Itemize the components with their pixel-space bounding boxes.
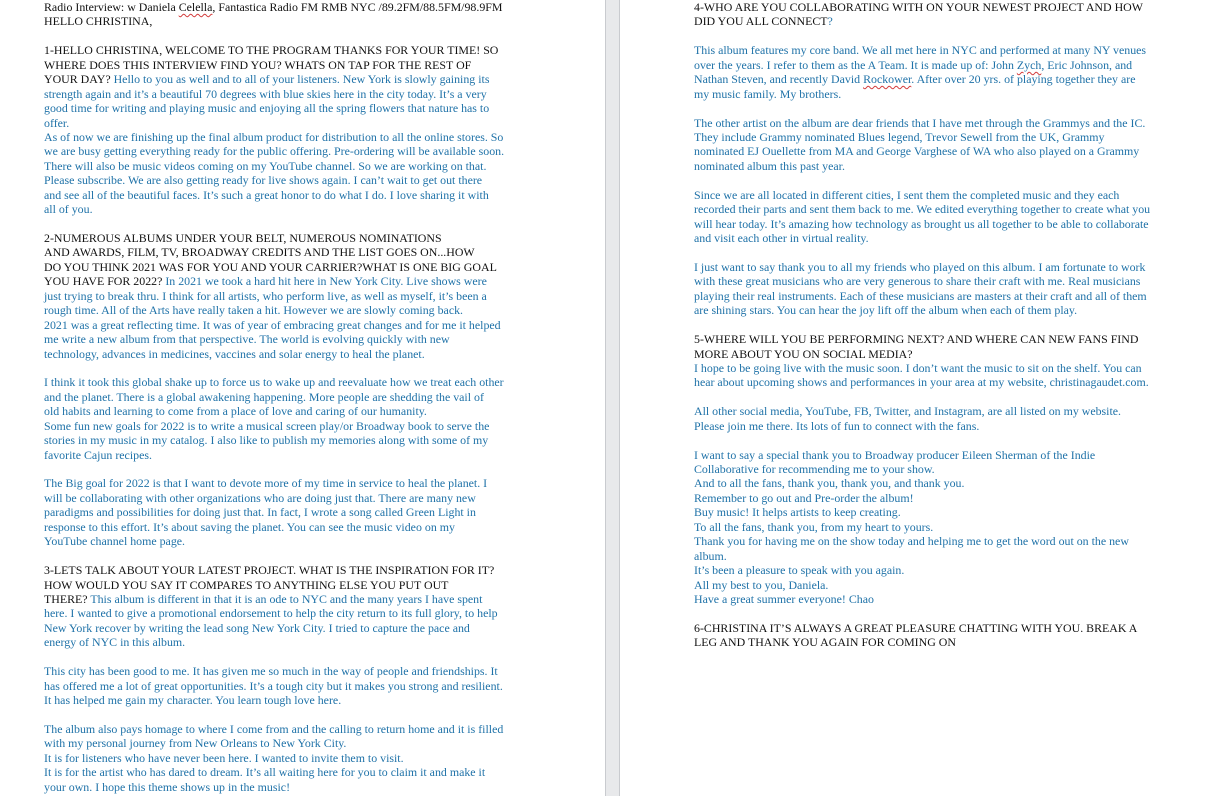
text-run: Nathan Steven, and recently David [694, 72, 864, 87]
paragraph-spacer [44, 361, 536, 375]
question-line [44, 0, 536, 14]
paragraph-spacer [694, 606, 1184, 620]
text-run: , Fantastica Radio FM RMB NYC /89.2FM/88.5FM/98.9FM [212, 0, 503, 14]
text-run: , Eric Johnson, and [1041, 57, 1133, 72]
answer-line: and the planet. There is a global awakening happening. More people are shedding the vail of [44, 389, 484, 404]
answer-line: It is for the artist who has dared to dream. It’s all waiting here for you to claim it and make it [44, 765, 486, 780]
answer-line: To all the fans, thank you, from my heart to yours. [694, 519, 934, 534]
answer-line: strength again and it’s a beautiful 70 degrees with blue skies here in the city today. It’s a very [44, 86, 487, 101]
answer-text: ? [827, 14, 833, 29]
answer-line: nominated album this past year. [694, 158, 845, 173]
paragraph-spacer [694, 173, 1184, 187]
answer-line: me write a new album from that perspective. The world is evolving quickly with new [44, 332, 450, 347]
question-line: DO YOU THINK 2021 WAS FOR YOU AND YOUR CARRIER?WHAT IS ONE BIG GOAL [44, 259, 497, 274]
answer-line: Since we are all located in different cities, I sent them the completed music and they each [694, 187, 1120, 202]
spelling-flagged-word: Zych [1016, 57, 1042, 72]
paragraph-spacer [44, 217, 536, 231]
answer-line: New York recover by writing the lead song New York City. I tried to capture the pace and [44, 620, 470, 635]
question-line: LEG AND THANK YOU AGAIN FOR COMING ON [694, 635, 956, 650]
answer-line: I just want to say thank you to all my friends who played on this album. I am fortunate to work [694, 259, 1146, 274]
paragraph-spacer [44, 707, 536, 721]
question-text: YOUR DAY? [44, 72, 111, 87]
answer-line: paradigms and possibilities for doing just that. In fact, I wrote a song called Green Light in [44, 505, 476, 520]
document-page-left[interactable] [0, 0, 605, 796]
answer-line: offer. [44, 115, 70, 130]
text-line [44, 274, 536, 288]
document-page-right[interactable] [620, 0, 1226, 796]
question-line: 1-HELLO CHRISTINA, WELCOME TO THE PROGRAM THANKS FOR YOUR TIME! SO [44, 43, 499, 58]
spelling-flagged-word: Rockower [863, 72, 912, 87]
page-gutter [605, 0, 620, 796]
paragraph-spacer [44, 650, 536, 664]
paragraph-spacer [44, 549, 536, 563]
answer-line: Have a great summer everyone! Chao [694, 591, 874, 606]
text-column-left [44, 0, 536, 794]
answer-line: I think it took this global shake up to force us to wake up and reevaluate how we treat each other [44, 375, 504, 390]
answer-line: just trying to break thru. I think for all artists, who perform live, as well as myself, it’s been a [44, 288, 487, 303]
question-line: 3-LETS TALK ABOUT YOUR LATEST PROJECT. WHAT IS THE INSPIRATION FOR IT? [44, 563, 495, 578]
answer-line: recorded their parts and sent them back to me. We edited everything together to create what you [694, 202, 1151, 217]
paragraph-spacer [694, 245, 1184, 259]
question-line: 4-WHO ARE YOU COLLABORATING WITH ON YOUR NEWEST PROJECT AND HOW [694, 0, 1143, 14]
question-line: HELLO CHRISTINA, [44, 14, 153, 29]
answer-line: here. I wanted to give a promotional endorsement to help the city return to its full glory, to help [44, 606, 498, 621]
answer-line: energy of NYC in this album. [44, 635, 186, 650]
text-line [44, 592, 536, 606]
answer-line: will hear today. It’s amazing how technology as brought us all together to be able to collaborate [694, 216, 1149, 231]
answer-line: 2021 was a great reflecting time. It was of year of embracing great changes and for me it helped [44, 317, 501, 332]
question-text: YOU HAVE FOR 2022? [44, 274, 163, 289]
answer-line: hear about upcoming shows and performances in your area at my website, christinagaudet.com. [694, 375, 1149, 390]
answer-line: nominated EJ Ouellette from MA and George Varghese of WA who also played on a Grammy [694, 144, 1140, 159]
answer-line: There will also be music videos coming on my YouTube channel. So we are working on that. [44, 158, 487, 173]
answer-line: I hope to be going live with the music soon. I don’t want the music to sit on the shelf. You can [694, 360, 1142, 375]
text-column-right [694, 0, 1184, 650]
answer-line: old habits and learning to come from a place of love and caring of our humanity. [44, 404, 427, 419]
answer-line: Please subscribe. We are also getting ready for live shows again. I can’t wait to get out there [44, 173, 483, 188]
question-line: 6-CHRISTINA IT’S ALWAYS A GREAT PLEASURE CHATTING WITH YOU. BREAK A [694, 620, 1138, 635]
paragraph-spacer [694, 101, 1184, 115]
answer-line: Collaborative for recommending me to your show. [694, 462, 935, 476]
answer-line: has offered me a lot of great opportunities. It’s a tough city but it makes you strong and resilient. [44, 678, 503, 693]
question-line: 5-WHERE WILL YOU BE PERFORMING NEXT? AND WHERE CAN NEW FANS FIND [694, 332, 1139, 347]
answer-line: They include Grammy nominated Blues legend, Trevor Sewell from the UK, Grammy [694, 129, 1105, 144]
answer-line: It’s been a pleasure to speak with you again. [694, 563, 905, 578]
answer-line [694, 58, 1184, 72]
answer-text: Hello to you as well and to all of your listeners. New York is slowly gaining its [110, 72, 490, 87]
question-text: DID YOU ALL CONNECT [694, 14, 828, 29]
answer-line: The other artist on the album are dear friends that I have met through the Grammys and the IC. [694, 115, 1146, 130]
answer-line: we are busy getting everything ready for the public offering. Pre-ordering will be available soon. [44, 144, 505, 159]
answer-line: Thank you for having me on the show today and helping me to get the word out on the new [694, 534, 1129, 549]
answer-line: Remember to go out and Pre-order the album! [694, 490, 914, 505]
paragraph-spacer [694, 390, 1184, 404]
answer-text: In 2021 we took a hard hit here in New York City. Live shows were [162, 274, 487, 289]
text-run: . After over 20 yrs. of playing together they are [911, 72, 1136, 87]
paragraph-spacer [44, 462, 536, 476]
answer-line: and visit each other in virtual reality. [694, 231, 869, 245]
answer-line: This album features my core band. We all met here in NYC and performed at many NY venues [694, 43, 1147, 58]
answer-line: Some fun new goals for 2022 is to write a musical screen play/or Broadway book to serve the [44, 418, 490, 433]
answer-line: your own. I hope this theme shows up in the music! [44, 779, 291, 794]
answer-text: This album is different in that it is an ode to NYC and the many years I have spent [87, 591, 483, 606]
answer-line: response to this effort. It’s about saving the planet. You can see the music video on my [44, 519, 455, 534]
question-text: THERE? [44, 591, 88, 606]
question-line: 2-NUMEROUS ALBUMS UNDER YOUR BELT, NUMEROUS NOMINATIONS [44, 231, 442, 245]
answer-line: all of you. [44, 202, 93, 217]
answer-line [694, 72, 1184, 86]
answer-line: will be collaborating with other organizations who are doing just that. There are many new [44, 490, 476, 505]
question-line: MORE ABOUT YOU ON SOCIAL MEDIA? [694, 346, 913, 361]
text-line [694, 14, 1184, 28]
answer-line: It has helped me gain my character. You learn tough love here. [44, 693, 342, 707]
answer-line: Please join me there. Its lots of fun to connect with the fans. [694, 418, 980, 433]
spelling-flagged-word: Celella [178, 0, 213, 14]
paragraph-spacer [44, 29, 536, 43]
answer-line: and see all of the beautiful faces. It’s such a great honor to do what I do. I love sharing it with [44, 187, 489, 202]
answer-line: stories in my music in my catalog. I also like to publish my memories along with some of my [44, 433, 489, 448]
answer-line: album. [694, 548, 727, 563]
answer-line: are shining stars. You can hear the joy lift off the album when each of them play. [694, 303, 1078, 318]
answer-line: rough time. All of the Arts have really taken a hit. However we are slowly coming back. [44, 303, 464, 318]
answer-line: with my personal journey from New Orleans to New York City. [44, 736, 347, 751]
answer-line: This city has been good to me. It has given me so much in the way of people and friendships. It [44, 664, 498, 679]
answer-line: It is for listeners who have never been here. I wanted to invite them to visit. [44, 750, 404, 765]
text-run: over the years. I refer to them as the A Team. It is made up of: John [694, 57, 1017, 72]
question-line: HOW WOULD YOU SAY IT COMPARES TO ANYTHING ELSE YOU PUT OUT [44, 577, 449, 592]
question-line: WHERE DOES THIS INTERVIEW FIND YOU? WHATS ON TAP FOR THE REST OF [44, 57, 472, 72]
answer-line: As of now we are finishing up the final album product for distribution to all the online stores. So [44, 129, 504, 144]
paragraph-spacer [694, 29, 1184, 43]
question-line: AND AWARDS, FILM, TV, BROADWAY CREDITS AND THE LIST GOES ON...HOW [44, 245, 475, 260]
answer-line: playing their real instruments. Each of these musicians are masters at their craft and all of them [694, 288, 1147, 303]
answer-line: YouTube channel home page. [44, 534, 186, 549]
answer-line: All other social media, YouTube, FB, Twitter, and Instagram, are all listed on my website. [694, 404, 1122, 419]
answer-line: And to all the fans, thank you, thank you, and thank you. [694, 476, 965, 491]
answer-line: The Big goal for 2022 is that I want to devote more of my time in service to heal the planet. I [44, 476, 488, 491]
answer-line: technology, advances in medicines, vaccines and solar energy to heal the planet. [44, 346, 425, 361]
paragraph-spacer [694, 318, 1184, 332]
paragraph-spacer [694, 433, 1184, 447]
text-run: Radio Interview: w Daniela [44, 0, 179, 14]
answer-line: my music family. My brothers. [694, 86, 842, 101]
answer-line: All my best to you, Daniela. [694, 577, 829, 592]
answer-line: good time for writing and playing music and enjoying all the spring flowers that nature has to [44, 101, 490, 116]
answer-line: with these great musicians who are very generous to share their craft with me. Real musicians [694, 274, 1141, 289]
answer-line: I want to say a special thank you to Broadway producer Eileen Sherman of the Indie [694, 447, 1096, 462]
answer-line: favorite Cajun recipes. [44, 447, 152, 462]
answer-line: Buy music! It helps artists to keep creating. [694, 505, 901, 520]
text-line [44, 72, 536, 86]
answer-line: The album also pays homage to where I come from and the calling to return home and it is filled [44, 721, 504, 736]
